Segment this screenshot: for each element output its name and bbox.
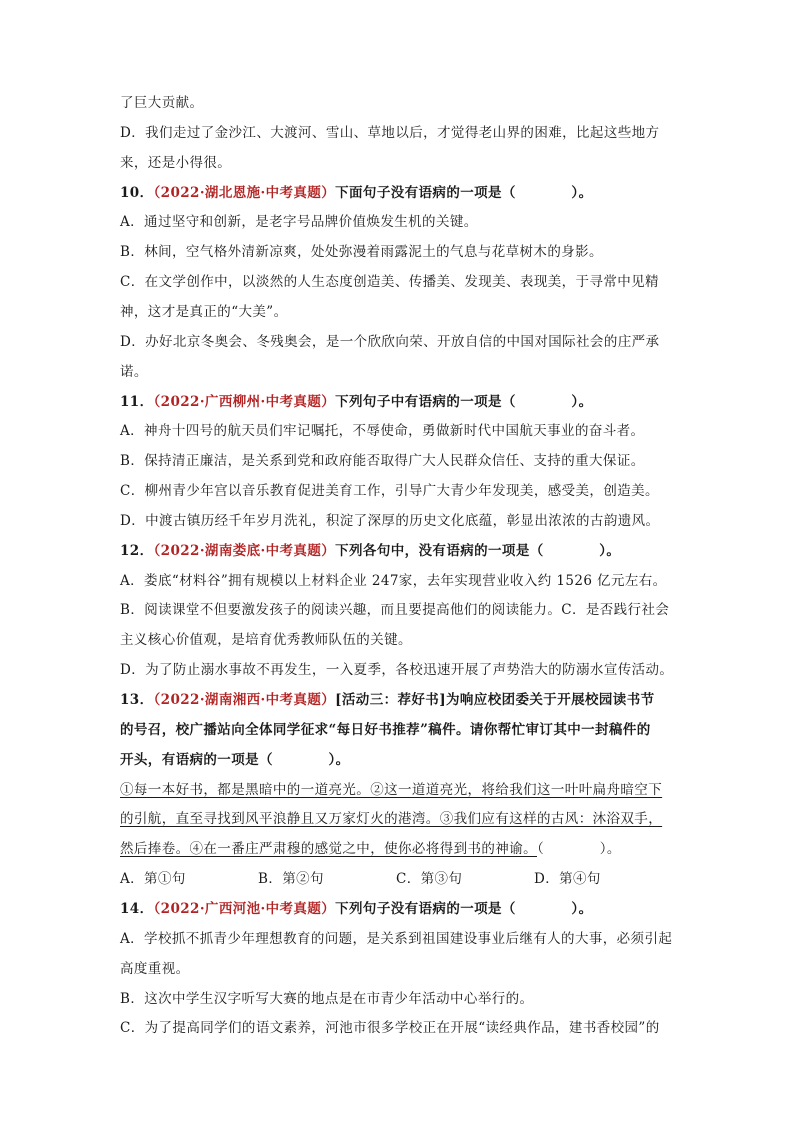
option-0: A．第①句 <box>120 871 186 888</box>
text-line <box>120 242 680 262</box>
question-source: （2022·湖南娄底·中考真题） <box>153 542 336 559</box>
line-text: C．在文学创作中，以淡然的人生态度创造美、传播美、发现美、表现美，于寻常中见精 <box>120 274 659 291</box>
passage-line <box>120 839 680 859</box>
text-line <box>120 302 680 322</box>
question-source: （2022·广西河池·中考真题） <box>153 900 336 917</box>
question-source: （2022·湖南湘西·中考真题） <box>153 692 336 708</box>
text-line <box>120 362 680 382</box>
line-text: B．林间，空气格外清新凉爽，处处弥漫着雨露泥土的气息与花草树木的身影。 <box>120 244 603 261</box>
options-row <box>120 869 680 889</box>
line-text: 了巨大贡献。 <box>120 95 204 111</box>
option-3: D．第④句 <box>534 871 601 888</box>
question-stem: 下面句子没有语病的一项是（ ）。 <box>335 184 593 201</box>
question-number: 12． <box>120 542 154 559</box>
passage-text: ①每一本好书，都是黑暗中的一道亮光。②这一道道亮光，将给我们这一叶叶扁舟暗空下 <box>120 781 663 798</box>
question-stem-text: 开头，有语病的一项是（ ）。 <box>120 751 350 768</box>
option-2: C．第③句 <box>396 871 463 888</box>
question-heading <box>120 183 680 203</box>
line-text: D．中渡古镇历经千年岁月洗礼，积淀了深厚的历史文化底蕴，彰显出浓浓的古韵遗风。 <box>120 512 660 529</box>
line-text: D．我们走过了金沙江、大渡河、雪山、草地以后，才觉得老山界的困难，比起这些地方 <box>120 124 660 141</box>
question-stem: 下列句子中有语病的一项是（ ）。 <box>335 393 593 410</box>
text-line <box>120 272 680 292</box>
line-text: B．阅读课堂不但要激发孩子的阅读兴趣，而且要提高他们的阅读能力。C．是否践行社会 <box>120 602 670 619</box>
text-line <box>120 93 680 113</box>
text-line <box>120 630 680 650</box>
line-text: 主义核心价值观，是培育优秀教师队伍的关键。 <box>120 632 412 649</box>
question-number: 13． <box>120 692 154 708</box>
question-heading <box>120 541 680 561</box>
text-line <box>120 959 680 979</box>
text-line <box>120 929 680 949</box>
passage-text: 的引航，直至寻找到风平浪静且又万家灯火的港湾。③我们应有这样的古风：沐浴双手， <box>120 811 663 828</box>
question-stem-line <box>120 750 680 770</box>
text-line <box>120 123 680 143</box>
question-stem-text: 的号召，校广播站向全体同学征求“每日好书推荐”稿件。请你帮忙审订其中一封稿件的 <box>120 721 651 738</box>
text-line <box>120 660 680 680</box>
question-number: 10． <box>120 184 154 201</box>
question-source: （2022·湖北恩施·中考真题） <box>153 184 336 201</box>
text-line <box>120 600 680 620</box>
line-text: D．办好北京冬奥会、冬残奥会，是一个欣欣向荣、开放自信的中国对国际社会的庄严承 <box>120 333 660 350</box>
question-heading <box>120 899 680 919</box>
question-source: （2022·广西柳州·中考真题） <box>153 393 336 410</box>
line-text: 神，这才是真正的“大美”。 <box>120 303 288 320</box>
line-text: 来，还是小得很。 <box>120 154 232 171</box>
line-text: A．娄底“材料谷”拥有规模以上材料企业 247家，去年实现营业收入约 1526 亿元左右。 <box>120 572 667 589</box>
option-1: B．第②句 <box>258 871 324 888</box>
text-line <box>120 332 680 352</box>
passage-line <box>120 809 680 829</box>
question-stem-line <box>120 720 680 740</box>
question-heading <box>120 392 680 412</box>
line-text: 诺。 <box>120 363 148 380</box>
text-line <box>120 481 680 501</box>
text-line <box>120 153 680 173</box>
question-number: 14． <box>120 900 154 917</box>
question-stem: 下列句子没有语病的一项是（ ）。 <box>335 900 593 917</box>
passage-text: 然后捧卷。④在一番庄严肃穆的感觉之中，使你必将得到书的神谕。 <box>120 841 537 858</box>
text-line <box>120 511 680 531</box>
answer-blank: （ ）。 <box>537 841 621 858</box>
question-stem: 下列各句中，没有语病的一项是（ ）。 <box>335 542 621 559</box>
question-number: 11． <box>120 393 154 410</box>
line-text: B．保持清正廉洁，是关系到党和政府能否取得广大人民群众信任、支持的重大保证。 <box>120 453 645 470</box>
question-heading <box>120 690 680 710</box>
line-text: A．学校抓不抓青少年理想教育的问题，是关系到祖国建设事业后继有人的大事，必须引起 <box>120 930 673 947</box>
line-text: A．神舟十四号的航天员们牢记嘱托，不辱使命，勇做新时代中国航天事业的奋斗者。 <box>120 423 645 440</box>
text-line <box>120 421 680 441</box>
passage-line <box>120 780 680 800</box>
text-line <box>120 212 680 232</box>
line-text: A．通过坚守和创新，是老字号品牌价值焕发生机的关键。 <box>120 214 478 231</box>
text-line <box>120 989 680 1009</box>
line-text: C．柳州青少年宫以音乐教育促进美育工作，引导广大青少年发现美，感受美，创造美。 <box>120 483 659 500</box>
question-stem: [活动三：荐好书]为响应校团委关于开展校园读书节 <box>335 692 655 708</box>
line-text: B．这次中学生汉字听写大赛的地点是在市青少年活动中心举行的。 <box>120 990 534 1007</box>
line-text: 高度重视。 <box>120 960 190 977</box>
text-line <box>120 451 680 471</box>
text-line <box>120 571 680 591</box>
line-text: C．为了提高同学们的语文素养，河池市很多学校正在开展“读经典作品，建书香校园”的 <box>120 1020 660 1037</box>
text-line <box>120 1018 680 1038</box>
line-text: D．为了防止溺水事故不再发生，一入夏季，各校迅速开展了声势浩大的防溺水宣传活动。 <box>120 662 674 679</box>
